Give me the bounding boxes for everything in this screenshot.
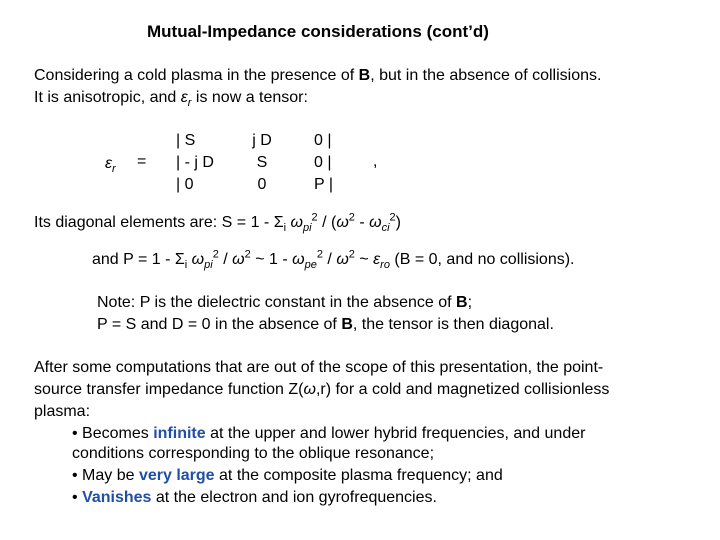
epsilon-r-symbol: $\varepsilon_r$ (105, 155, 116, 176)
equals-sign: = (137, 153, 147, 170)
matrix-cell: j D (252, 132, 272, 149)
matrix-cell: 0 | (314, 154, 332, 171)
matrix-cell: | - j D (176, 154, 214, 171)
matrix-comma: , (373, 153, 378, 170)
matrix-cell: | 0 (176, 176, 194, 193)
matrix-cell: | S (176, 132, 196, 149)
bullet-icon: • (72, 467, 78, 484)
matrix-cell: 0 | (314, 132, 332, 149)
bullet-icon: • (72, 489, 78, 506)
bullet-infinite-continuation: conditions corresponding to the oblique resonance; (72, 445, 435, 462)
after-line-2: source transfer impedance function Z(ω,r) for a cold and magnetized collisionless (34, 381, 610, 398)
intro-line-2: It is anisotropic, and $\varepsilon_r$ is now a tensor: (34, 89, 308, 110)
matrix-column-1 (176, 130, 224, 196)
matrix-column-3 (314, 130, 354, 196)
matrix-cell: S (256, 154, 268, 171)
bullet-icon: • (72, 425, 78, 442)
after-line-1: After some computations that are out of the scope of this presentation, the point- (34, 359, 604, 376)
matrix-cell: P | (314, 176, 333, 193)
matrix-cell: 0 (257, 176, 267, 193)
intro-line-1: Considering a cold plasma in the presence of B, but in the absence of collisions. (34, 67, 602, 84)
bullet-infinite: • Becomes infinite at the upper and lower hybrid frequencies, and under (72, 425, 586, 442)
bullet-vanishes: • Vanishes at the electron and ion gyrofrequencies. (72, 489, 437, 506)
diagonal-elements-line: Its diagonal elements are: $S = 1 - \Sigma_i$ $\omega_{pi}^2 / (\omega^2 - \omega_{ci}^2)$ (34, 211, 401, 235)
matrix-column-2 (240, 130, 284, 196)
after-line-3: plasma: (34, 403, 91, 420)
note-line-1: Note: P is the dielectric constant in the absence of B; (97, 294, 473, 311)
page-title: Mutual-Impedance considerations (cont’d) (147, 22, 489, 41)
note-line-2: P = S and D = 0 in the absence of B, the tensor is then diagonal. (97, 316, 554, 333)
bullet-very-large: • May be very large at the composite plasma frequency; and (72, 467, 503, 484)
p-definition-line: and $P = 1 - \Sigma_i$ $\omega_{pi}^2 / \omega^2$ ~ $1 - \omega_{pe}^2 / \omega^2$ ~ $\varepsilon_{ro}$ (B = 0, and no collisions). (92, 248, 575, 272)
